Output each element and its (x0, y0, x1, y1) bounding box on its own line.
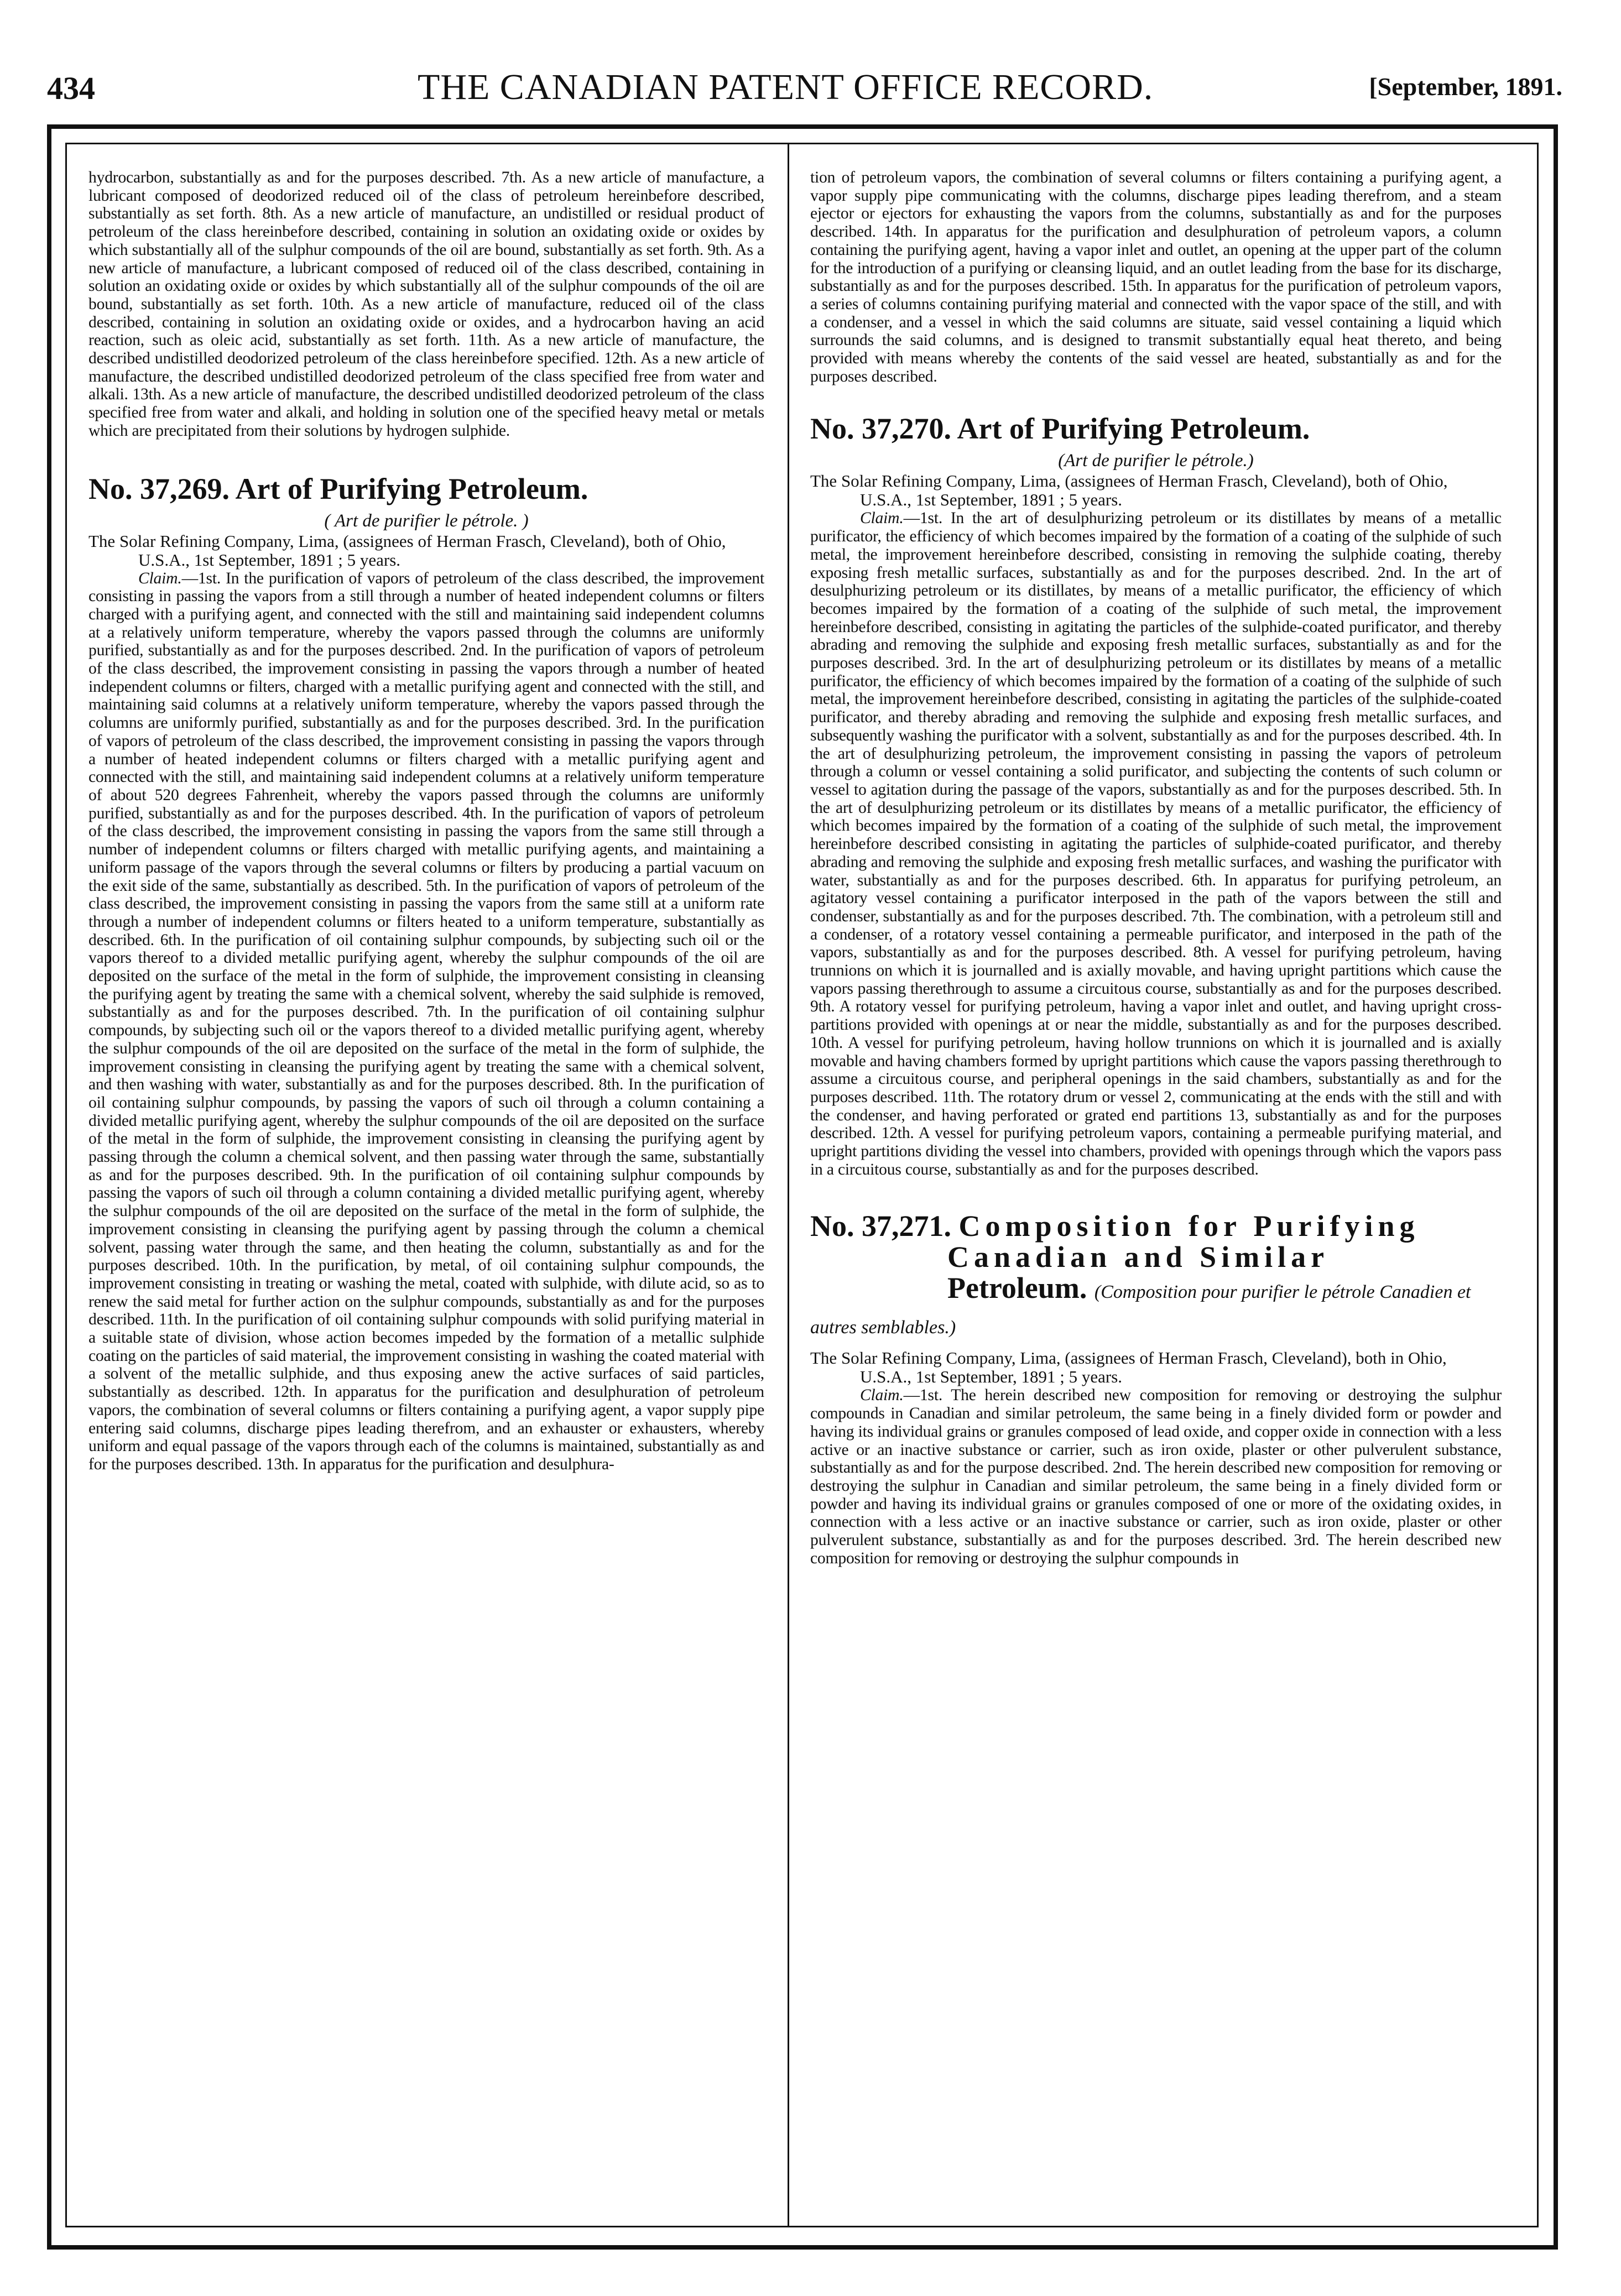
patent-number: No. 37,271. (810, 1209, 951, 1243)
claim-label: Claim. (860, 509, 904, 528)
claim-label: Claim. (138, 569, 182, 587)
publication-title: THE CANADIAN PATENT OFFICE RECORD. (418, 67, 1154, 107)
patent-claims (810, 1386, 1502, 1567)
patent-claims (810, 509, 1502, 1178)
patent-claims (88, 570, 764, 1474)
patent-title: Art of Purifying Petroleum. (957, 412, 1310, 446)
patent-number: No. 37,270. (810, 412, 951, 446)
patent-french-title: (Art de purifier le pétrole.) (1058, 451, 1254, 471)
patent-title-line-3: Petroleum. (947, 1271, 1087, 1305)
patent-heading-37270 (810, 412, 1502, 445)
claim-text: —1st. In the art of desulphurizing petroleum or its distillates by means of a metallic purificator, the efficiency of which becomes impaired by the formation of a coating of the sulphide of such metal, the improvement hereinbefore described, consisting in removing the sulphide coating, thereby exposing fresh metallic surfaces, substantially as and for the purposes described. 2nd. In the art of desulphurizing petroleum or its distillates, by means of a metallic purificator, the efficiency of which becomes impaired by the formation of a coating of the sulphide of such metal, the improvement hereinbefore described, consisting in agitating the particles of the sulphide-coated purificator, and thereby abrading and removing the sulphide and exposing fresh metallic surfaces, substantially as and for the purposes described. 3rd. In the art of desulphurizing petroleum or its distillates by means of a metallic purificator, the efficiency of which becomes impaired by the formation of a coating of the sulphide of such metal, the improvement hereinbefore described, consisting in agitating the particles of the sulphide-coated purificator, and thereby abrading and removing the sulphide and exposing fresh metallic surfaces, and subsequently washing the purificator with a solvent, substantially as and for the purposes described. 4th. In the art of desulphurizing petroleum, the improvement consisting in passing the vapors of petroleum through a column or vessel containing a solid purificator, and subjecting the contents of such column or vessel to agitation during the passage of the vapors, substantially as and for the purposes described. 5th. In the art of desulphurizing petroleum or its distillates by means of a metallic purificator, the efficiency of which becomes impaired by the formation of a coating of the sulphide of such metal, the improvement hereinbefore described consisting in agitating the particles of sulphide-coated purificator, and thereby abrading and removing the sulphide and exposing fresh metallic surfaces, and washing the purificator with water, substantially as and for the purposes described. 6th. In apparatus for purifying petroleum, an agitatory vessel containing a purificator interposed in the path of the vapors between the still and condenser, substantially as and for the purposes described. 7th. The combination, with a petroleum still and a condenser, of a rotatory vessel containing a permeable purificator, and interposed in the path of the vapors, substantially as and for the purposes described. 8th. A vessel for purifying petroleum, having trunnions on which it is journalled and is axially movable, and having upright partitions which cause the vapors passing therethrough to assume a circuitous course, substantially as and for the purposes described. 9th. A rotatory vessel for purifying petroleum, having a vapor inlet and outlet, and having upright cross-partitions provided with openings at or near the middle, substantially as and for the purposes described. 10th. A vessel for purifying petroleum, having hollow trunnions on which it is journalled and is axially movable and having chambers formed by upright partitions which cause the vapors passing therethrough to assume a circuitous course, and peripheral openings in the said chambers, substantially as and for the purposes described. 11th. The rotatory drum or vessel 2, communicating at the ends with the still and with the condenser, and having perforated or grated end partitions 13, substantially as and for the purposes described. 12th. A vessel for purifying petroleum vapors, containing a permeable purifying material, and upright partitions dividing the vessel into chambers, provided with openings through which the vapors pass in a circuitous course, substantially as and for the purposes described. (810, 509, 1502, 1178)
patent-heading-37269 (88, 472, 764, 505)
left-column (88, 169, 764, 2209)
issue-date: [September, 1891. (1369, 72, 1562, 101)
patent-assignee: The Solar Refining Company, Lima, (assignees of Herman Frasch, Cleveland), both of Ohio, U.S.A., 1st September, 1891 ; 5 years. (810, 471, 1448, 510)
patent-title-line-2: Canadian and Similar (947, 1240, 1330, 1274)
claim-text: —1st. In the purification of vapors of petroleum of the class described, the improvement consisting in passing the vapors from a still through a number of heated independent columns or filters charged with a purifying agent, and connected with the still and maintaining said independent columns at a relatively uniform temperature, whereby the vapors passed through the columns are uniformly purified, substantially as and for the purposes described. 2nd. In the purification of vapors of petroleum of the class described, the improvement consisting in passing the vapors through a number of heated independent columns or filters, charged with a metallic purifying agent and connected with the still, and maintaining said columns at a relatively uniform temperature, whereby the vapors passed through the columns are uniformly purified, substantially as and for the purposes described. 3rd. In the purification of vapors of petroleum of the class described, the improvement consisting in passing the vapors through a number of heated independent columns or filters charged with a metallic purifying agent and connected with the still, and maintaining said independent columns at a relatively uniform temperature of about 520 degrees Fahrenheit, whereby the vapors passed through the columns are uniformly purified, substantially as and for the purposes described. 4th. In the purification of vapors of petroleum of the class described, the improvement consisting in passing the vapors from the same still through a number of independent columns or filters charged with metallic purifying agents, and maintaining a uniform passage of the vapors through the several columns or filters by producing a partial vacuum on the exit side of the same, substantially as described. 5th. In the purification of vapors of petroleum of the class described, the improvement consisting in passing the vapors from the same still at a uniform rate through a number of independent columns or filters heated to a uniform temperature, substantially as described. 6th. In the purification of oil containing sulphur compounds, by subjecting such oil or the vapors thereof to a divided metallic purifying agent, whereby the sulphur compounds of the oil are deposited on the surface of the metal in the form of sulphide, the improvement consisting in cleansing the purifying agent by treating the same with a chemical solvent, whereby the said sulphide is removed, substantially as and for the purposes described. 7th. In the purification of oil containing sulphur compounds, by subjecting such oil or the vapors thereof to a divided metallic purifying agent, whereby the sulphur compounds of the oil are deposited on the surface of the metal in the form of sulphide, the improvement consisting in cleansing the purifying agent by treating the same with a chemical solvent, and then washing with water, substantially as and for the purposes described. 8th. In the purification of oil containing sulphur compounds, by passing the vapors of such oil through a column containing a divided metallic purifying agent, whereby the sulphur compounds of the oil are deposited on the surface of the metal in the form of sulphide, the improvement consisting in cleansing the purifying agent by passing through the column a chemical solvent, and then passing water through the same, substantially as and for the purposes described. 9th. In the purification of oil containing sulphur compounds by passing the vapors of such oil through a column containing a divided metallic purifying agent, whereby the sulphur compounds of the oil are deposited on the surface of the metal in the form of sulphide, the improvement consisting in cleansing the purifying agent by passing through the column a chemical solvent, passing water through the same, and then heating the column, substantially as and for the purposes described. 10th. In the purification, by metal, of oil containing sulphur compounds, the improvement consisting in treating or washing the metal, coated with sulphide, with dilute acid, so as to renew the said metal for further action on the sulphur compounds, substantially as and for the purposes described. 11th. In the purification of oil containing sulphur compounds with solid purifying material in a suitable state of division, whose action becomes impeded by the formation of a metallic sulphide coating on the particles of said material, the improvement consisting in washing the coated material with a solvent of the metallic sulphide, and thus exposing anew the active surfaces of said particles, substantially as described. 12th. In apparatus for the purification and desulphuration of petroleum vapors, the combination of several columns or filters containing a purifying agent, a vapor supply pipe entering said columns, discharge pipes leading therefrom, and an exhauster or exhausters, whereby uniform and equal passage of the vapors through each of the columns is maintained, substantially as and for the purposes described. 13th. In apparatus for the purification and desulphura- (88, 569, 764, 1473)
claim-text: —1st. The herein described new composition for removing or destroying the sulphur compounds in Canadian and similar petroleum, the same being in a finely divided form or powder and having its individual grains or granules composed of lead oxide, and copper oxide in connection with a less active or an inactive substance or carrier, such as iron oxide, plaster or other pulverulent substance, substantially as and for the purpose described. 2nd. The herein described new composition for removing or destroying the sulphur in Canadian and similar petroleum, the same being in a finely divided form or powder and having its individual grains or granules composed of one or more of the oxidating oxides, in connection with a less active or an inactive substance or carrier, such as iron oxide, plaster or other pulverulent substance, substantially as and for the purposes described. 3rd. The herein described new composition for removing or destroying the sulphur compounds in (810, 1386, 1502, 1567)
patent-title: Art of Purifying Petroleum. (235, 472, 588, 505)
continued-claims-text: hydrocarbon, substantially as and for the purposes described. 7th. As a new article of manufacture, a lubricant composed of deodorized reduced oil of the class of petroleum hereinbefore described, substantially as set forth. 8th. As a new article of manufacture, an undistilled or residual product of petroleum of the class hereinbefore described, containing in solution an oxidating oxide or oxides by which substantially all of the sulphur compounds of the oil are bound, substantially as set forth. 9th. As a new article of manufacture, a lubricant composed of reduced oil of the class described, containing in solution an oxidating oxide or oxides by which substantially all of the sulphur compounds of the oil are bound, substantially as set forth. 10th. As a new article of manufacture, reduced oil of the class described, containing in solution an oxidating oxide or oxides, and a hydrocarbon having an acid reaction, such as oleic acid, substantially as set forth. 11th. As a new article of manufacture, the described undistilled deodorized petroleum of the class hereinbefore specified. 12th. As a new article of manufacture, the described undistilled deodorized petroleum of the class specified free from water and alkali. 13th. As a new article of manufacture, the described undistilled deodorized petroleum of the class specified free from water and alkali, and holding in solution one of the specified heavy metal or metals which are precipitated from their solutions by hydrogen sulphide. (88, 169, 764, 440)
continued-claims-text: tion of petroleum vapors, the combination of several columns or filters containing a purifying agent, a vapor supply pipe communicating with the columns, discharge pipes leading therefrom, and a steam ejector or ejectors for exhausting the vapors from the columns, substantially as and for the purposes described. 14th. In apparatus for the purification and desulphuration of petroleum vapors, a column containing the purifying agent, having a vapor inlet and outlet, an opening at the upper part of the column for the introduction of a purifying or cleansing liquid, and an outlet leading from the base for its discharge, substantially as and for the purposes described. 15th. In apparatus for the purification of petroleum vapors, a series of columns containing purifying material and connected with the vapor space of the still, and with a condenser, and a vessel in which the said columns are situate, said vessel containing a liquid which surrounds the said columns, and is designed to transmit substantially equal heat thereto, and being provided with means whereby the contents of the said vessel are heated, substantially as and for the purposes described. (810, 169, 1502, 385)
page-header (47, 66, 1562, 119)
column-divider (788, 143, 789, 2227)
claim-label: Claim. (860, 1386, 904, 1405)
patent-assignee: The Solar Refining Company, Lima, (assignees of Herman Frasch, Cleveland), both in Ohio, U.S.A., 1st September, 1891 ; 5 years. (810, 1348, 1447, 1387)
patent-french-title: ( Art de purifier le pétrole. ) (324, 510, 529, 531)
patent-assignee: The Solar Refining Company, Lima, (assignees of Herman Frasch, Cleveland), both of Ohio, U.S.A., 1st September, 1891 ; 5 years. (88, 531, 726, 570)
page-number: 434 (47, 70, 95, 106)
right-column (810, 169, 1502, 2209)
patent-heading-37271 (810, 1210, 1502, 1343)
patent-french-title: (Composition pour purifier le pétrole Canadien et autres semblables.) (810, 1282, 1471, 1338)
patent-number: No. 37,269. (88, 472, 230, 505)
patent-title-line-1: Composition for Purifying (958, 1209, 1420, 1243)
